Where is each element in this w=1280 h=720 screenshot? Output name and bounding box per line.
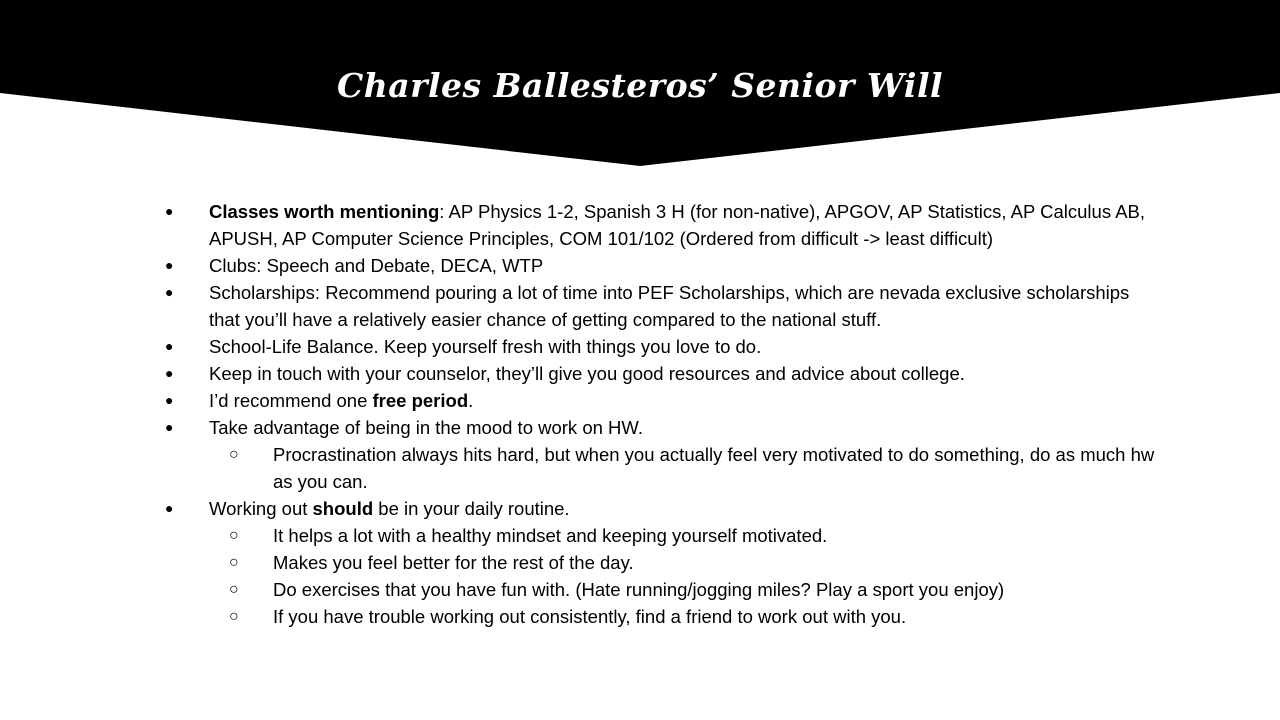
- list-item: [165, 387, 1165, 414]
- sub-list-item: [165, 576, 1165, 603]
- hollow-bullet-icon: ○: [229, 581, 239, 598]
- item-text: Keep in touch with your counselor, they’ll give you good resources and advice about college.: [209, 363, 965, 384]
- item-text: Do exercises that you have fun with. (Hate running/jogging miles? Play a sport you enjoy): [273, 579, 1005, 600]
- list-item: [165, 495, 1165, 522]
- page-title: Charles Ballesteros’ Senior Will: [336, 66, 944, 105]
- bullet-icon: ●: [165, 392, 174, 408]
- item-text: Scholarships: Recommend pouring a lot of time into PEF Scholarships, which are nevada exclusive scholarships that you’ll have a relatively easier chance of getting compared to the national stuff.: [209, 282, 1130, 330]
- bullet-icon: ●: [165, 257, 174, 273]
- list-item: [165, 414, 1165, 441]
- item-bold: free period: [372, 390, 469, 411]
- sub-list-item: [165, 603, 1165, 630]
- item-text: If you have trouble working out consistently, find a friend to work out with you.: [273, 606, 907, 627]
- list-item: [165, 252, 1165, 279]
- hollow-bullet-icon: ○: [229, 527, 239, 544]
- hollow-bullet-icon: ○: [229, 446, 239, 463]
- list-item: [165, 333, 1165, 360]
- item-text: Clubs: Speech and Debate, DECA, WTP: [209, 255, 544, 276]
- bullet-icon: ●: [165, 419, 174, 435]
- item-text: .: [468, 390, 474, 411]
- hollow-bullet-icon: ○: [229, 554, 239, 571]
- item-text: : AP Physics 1-2, Spanish 3 H (for non-native), APGOV, AP Statistics, AP Calculus AB, APUSH, AP Computer Science Principles, COM 101/102 (Ordered from difficult -> least difficult): [209, 201, 1146, 249]
- sub-list-item: [165, 549, 1165, 576]
- will-list: [165, 198, 1165, 630]
- bullet-icon: ●: [165, 365, 174, 381]
- item-bold: Classes worth mentioning: [209, 201, 440, 222]
- item-text: It helps a lot with a healthy mindset and keeping yourself motivated.: [273, 525, 828, 546]
- list-item: [165, 198, 1165, 252]
- item-bold: should: [312, 498, 374, 519]
- sub-list-item: [165, 522, 1165, 549]
- item-text: I’d recommend one: [209, 390, 373, 411]
- bullet-icon: ●: [165, 500, 174, 516]
- bullet-icon: ●: [165, 338, 174, 354]
- item-text: Procrastination always hits hard, but when you actually feel very motivated to do something, do as much hw as you can.: [273, 444, 1155, 492]
- list-item: [165, 279, 1165, 333]
- item-text: Take advantage of being in the mood to work on HW.: [209, 417, 643, 438]
- item-text: Makes you feel better for the rest of the day.: [273, 552, 634, 573]
- list-item: [165, 360, 1165, 387]
- hollow-bullet-icon: ○: [229, 608, 239, 625]
- sub-list-item: [165, 441, 1165, 495]
- item-text: School-Life Balance. Keep yourself fresh with things you love to do.: [209, 336, 762, 357]
- bullet-icon: ●: [165, 284, 174, 300]
- item-text: be in your daily routine.: [373, 498, 570, 519]
- bullet-icon: ●: [165, 203, 174, 219]
- item-text: Working out: [209, 498, 313, 519]
